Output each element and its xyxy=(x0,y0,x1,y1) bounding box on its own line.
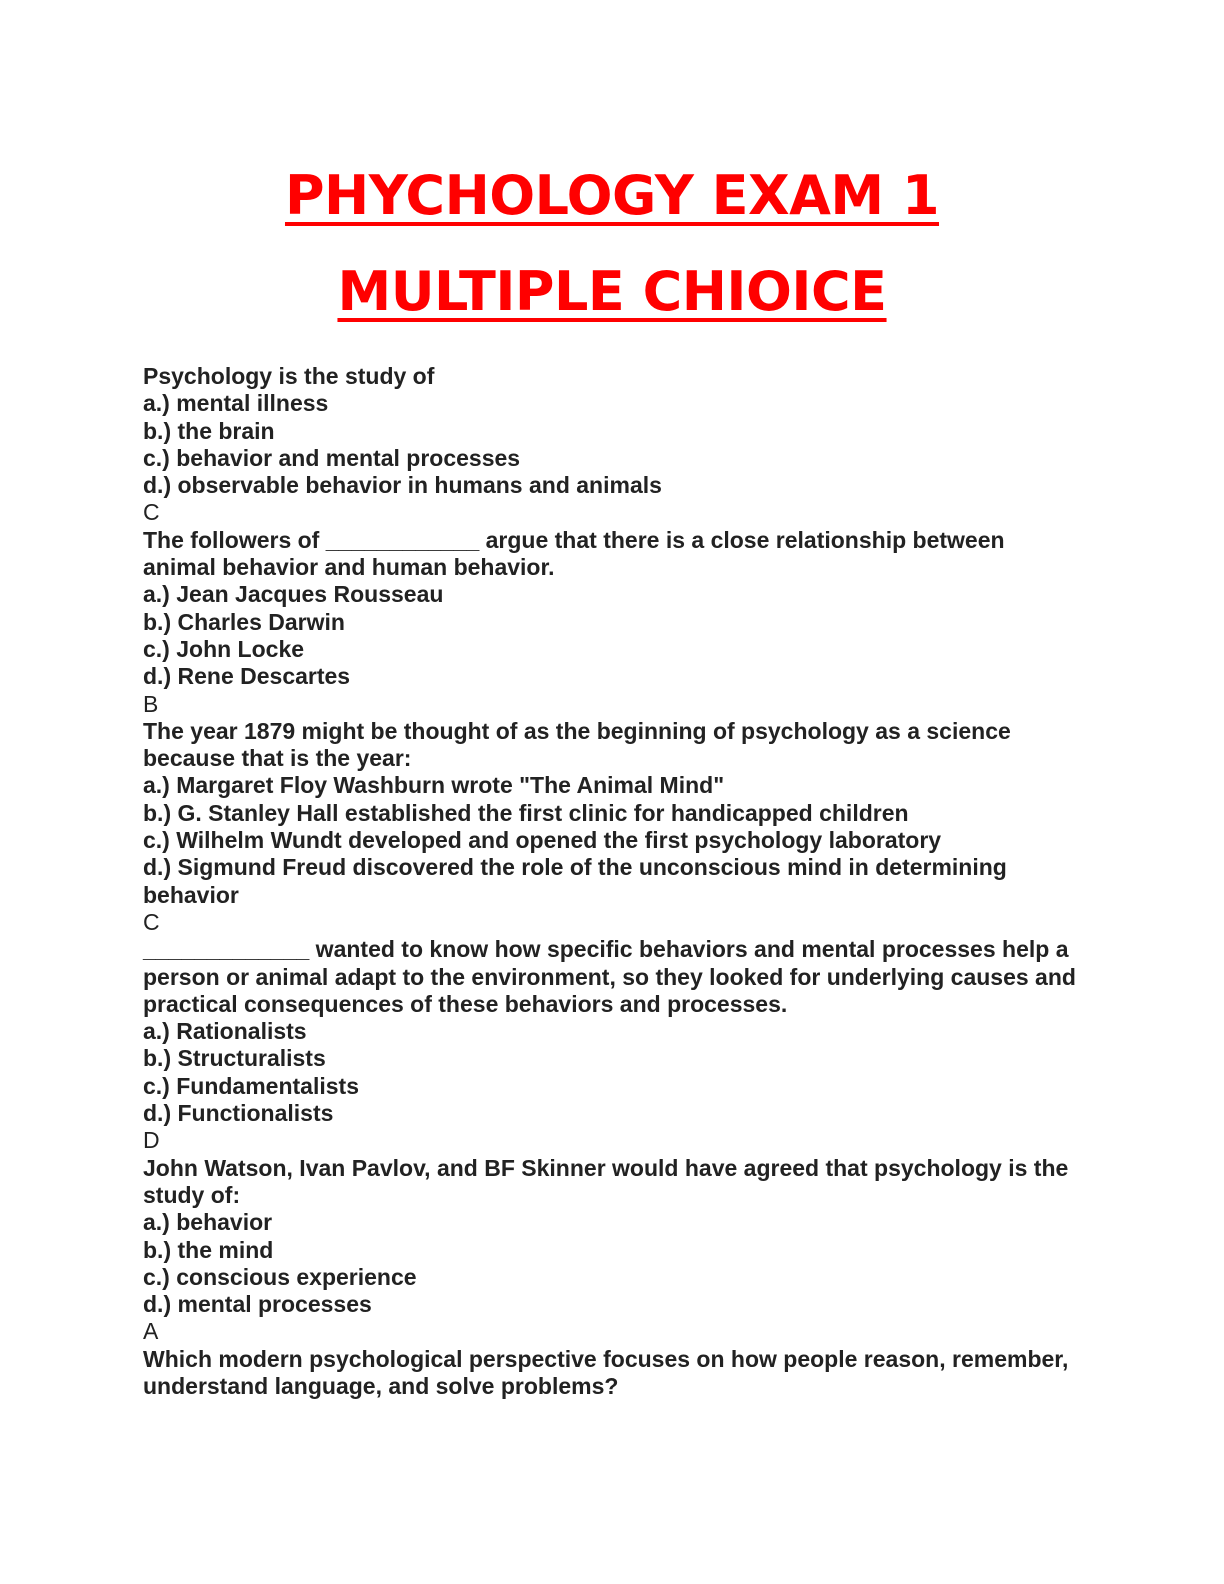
title-line-2: MULTIPLE CHIOICE xyxy=(337,260,887,323)
option-a: a.) behavior xyxy=(143,1209,273,1236)
answer-key: C xyxy=(143,499,160,526)
option-d: d.) Rene Descartes xyxy=(143,663,351,690)
option-b: b.) Charles Darwin xyxy=(143,608,345,635)
question-block-4 xyxy=(143,936,1083,1154)
document-title xyxy=(0,148,1224,340)
answer-key: C xyxy=(143,908,160,935)
question-text: Psychology is the study of xyxy=(143,363,435,389)
question-text: _____________ wanted to know how specific behaviors and mental processes help a person or animal adapt to the environment, so they looked for underlying causes and practical consequences of these behaviors and processes. xyxy=(143,936,1076,1017)
option-c: c.) conscious experience xyxy=(143,1263,417,1290)
option-b: b.) the mind xyxy=(143,1236,274,1263)
question-text: John Watson, Ivan Pavlov, and BF Skinner would have agreed that psychology is the study of: xyxy=(143,1154,1069,1208)
question-text: The year 1879 might be thought of as the beginning of psychology as a science because that is the year: xyxy=(143,717,1011,772)
question-text: The followers of ____________ argue that there is a close relationship between animal behavior and human behavior. xyxy=(143,526,1005,581)
question-text: Which modern psychological perspective focuses on how people reason, remember, understand language, and solve problems? xyxy=(143,1345,1069,1399)
option-c: c.) behavior and mental processes xyxy=(143,444,521,471)
question-block-1 xyxy=(143,363,1083,527)
option-b: b.) the brain xyxy=(143,417,275,444)
option-a: a.) Margaret Floy Washburn wrote "The Animal Mind" xyxy=(143,772,725,799)
question-block-2 xyxy=(143,527,1083,718)
option-a: a.) Jean Jacques Rousseau xyxy=(143,581,444,608)
answer-key: D xyxy=(143,1127,160,1154)
option-b: b.) Structuralists xyxy=(143,1045,326,1072)
option-a: a.) Rationalists xyxy=(143,1018,307,1045)
question-block-6 xyxy=(143,1346,1083,1401)
question-block-3 xyxy=(143,718,1083,936)
option-b: b.) G. Stanley Hall established the first clinic for handicapped children xyxy=(143,799,909,826)
option-d: d.) Functionalists xyxy=(143,1100,334,1127)
option-d: d.) mental processes xyxy=(143,1291,372,1318)
answer-key: B xyxy=(143,690,159,717)
question-list xyxy=(143,363,1083,1400)
title-line-1: PHYCHOLOGY EXAM 1 xyxy=(284,164,940,227)
option-c: c.) Wilhelm Wundt developed and opened the first psychology laboratory xyxy=(143,827,942,854)
option-c: c.) Fundamentalists xyxy=(143,1072,359,1099)
answer-key: A xyxy=(143,1318,159,1345)
question-block-5 xyxy=(143,1155,1083,1346)
option-a: a.) mental illness xyxy=(143,390,329,417)
option-d: d.) observable behavior in humans and animals xyxy=(143,472,662,499)
option-c: c.) John Locke xyxy=(143,635,305,662)
option-d: d.) Sigmund Freud discovered the role of the unconscious mind in determining behavior xyxy=(143,854,1007,908)
